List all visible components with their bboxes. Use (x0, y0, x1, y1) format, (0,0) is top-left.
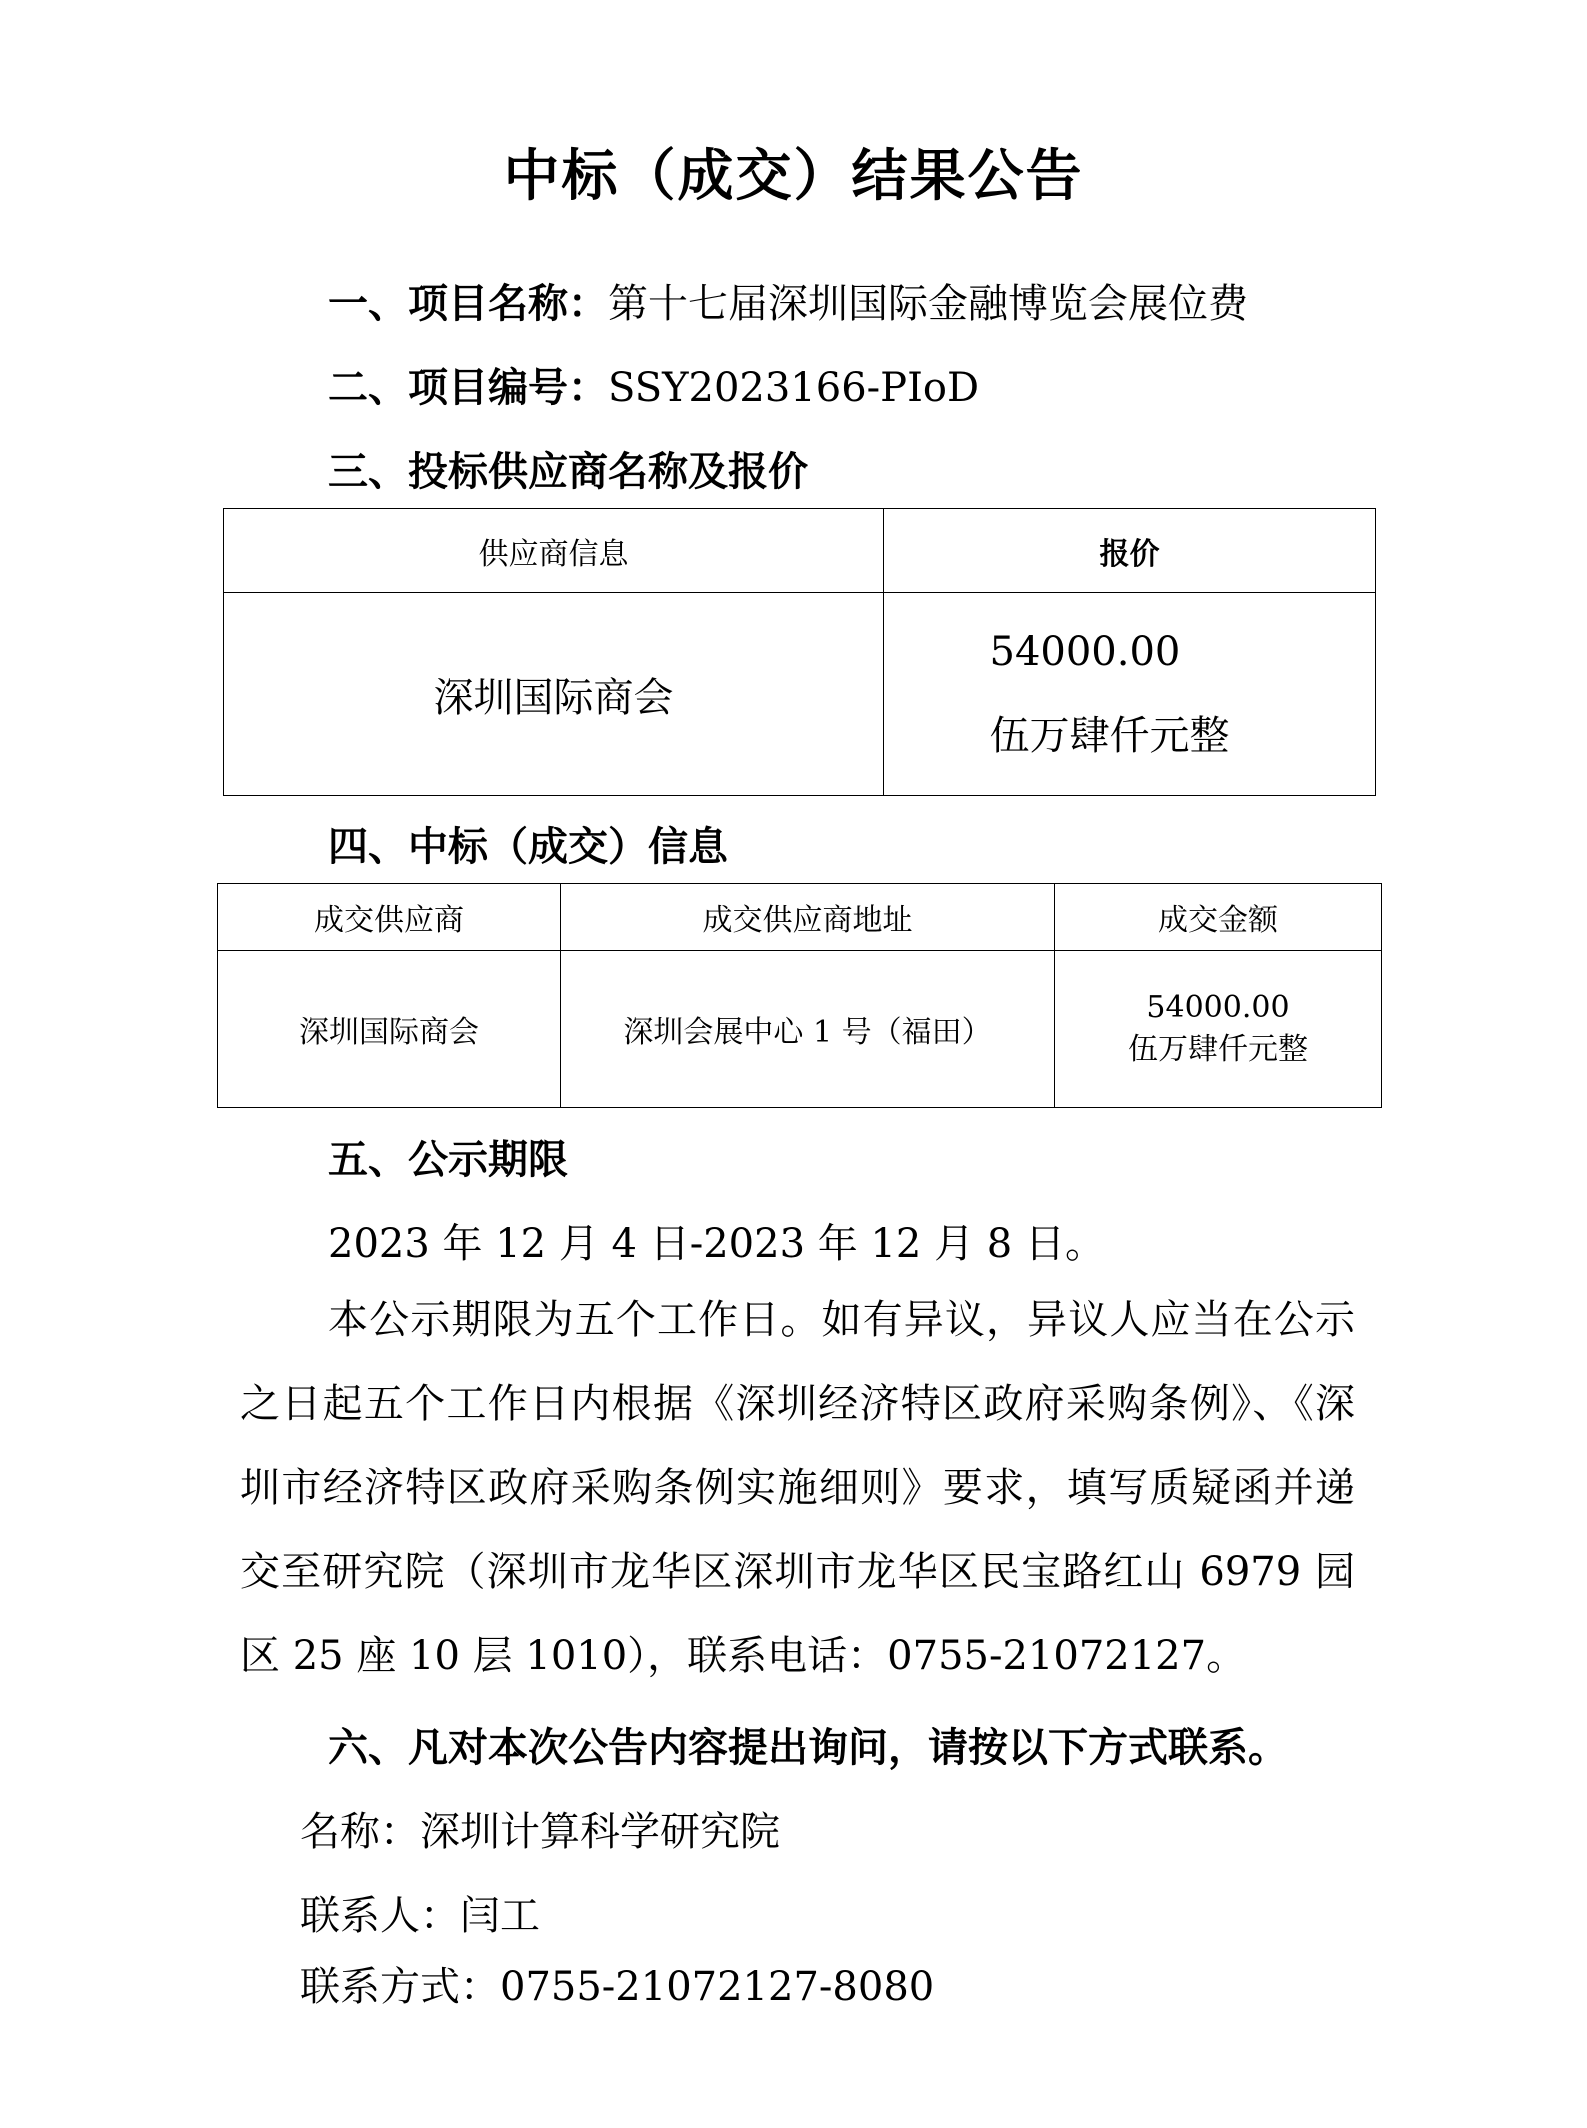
bidders-table-header (224, 509, 1376, 593)
column-header-awarded-supplier: 成交供应商 (218, 884, 561, 951)
project-name-value: 第十七届深圳国际金融博览会展位费 (608, 281, 1248, 327)
award-table (217, 883, 1382, 1108)
award-table-header (218, 884, 1382, 951)
bidders-table (223, 508, 1376, 796)
column-header-award-amount: 成交金额 (1055, 884, 1382, 951)
project-name-label: 一、项目名称： (328, 281, 608, 327)
page-title: 中标（成交）结果公告 (503, 144, 1084, 209)
objection-paragraph: 本公示期限为五个工作日。如有异议，异议人应当在公示之日起五个工作日内根据《深圳经济特区政府采购条例》、《深圳市经济特区政府采购条例实施细则》要求，填写质疑函并递交至研究院（深圳市龙华区深圳市龙华区民宝路红山 6979 园区 25 座 10 层 1010），联系电话：0755-21072127。 (240, 1297, 1355, 1679)
award-amount (1055, 951, 1382, 1108)
bidder-price (884, 593, 1376, 796)
column-header-price: 报价 (884, 509, 1376, 593)
contact-method: 联系方式：0755-21072127-8080 (300, 1964, 935, 2010)
award-amount-words: 伍万肆仟元整 (1128, 1032, 1308, 1067)
awarded-supplier-address: 深圳会展中心 1 号（福田） (561, 951, 1055, 1108)
project-number-line (328, 356, 979, 413)
publicity-period: 2023 年 12 月 4 日-2023 年 12 月 8 日。 (328, 1221, 1105, 1267)
contact-person: 联系人：闫工 (300, 1893, 540, 1939)
table-row (224, 593, 1376, 796)
column-header-supplier-address: 成交供应商地址 (561, 884, 1055, 951)
bidder-name: 深圳国际商会 (224, 593, 884, 796)
project-number-label: 二、项目编号： (328, 365, 608, 411)
project-name-line (328, 272, 1248, 329)
section-bidders-heading: 三、投标供应商名称及报价 (328, 449, 808, 495)
awarded-supplier-name: 深圳国际商会 (218, 951, 561, 1108)
section-contact-heading: 六、凡对本次公告内容提出询问，请按以下方式联系。 (328, 1725, 1288, 1771)
table-row (218, 951, 1382, 1108)
section-publicity-heading: 五、公示期限 (328, 1137, 568, 1183)
section-award-heading: 四、中标（成交）信息 (328, 824, 728, 870)
column-header-supplier-info: 供应商信息 (224, 509, 884, 593)
award-amount-number: 54000.00 (1146, 990, 1290, 1025)
contact-name: 名称：深圳计算科学研究院 (300, 1809, 780, 1855)
bidder-price-number: 54000.00 (989, 629, 1181, 675)
bidder-price-words: 伍万肆仟元整 (989, 713, 1230, 759)
project-number-value: SSY2023166-PIoD (608, 365, 980, 411)
